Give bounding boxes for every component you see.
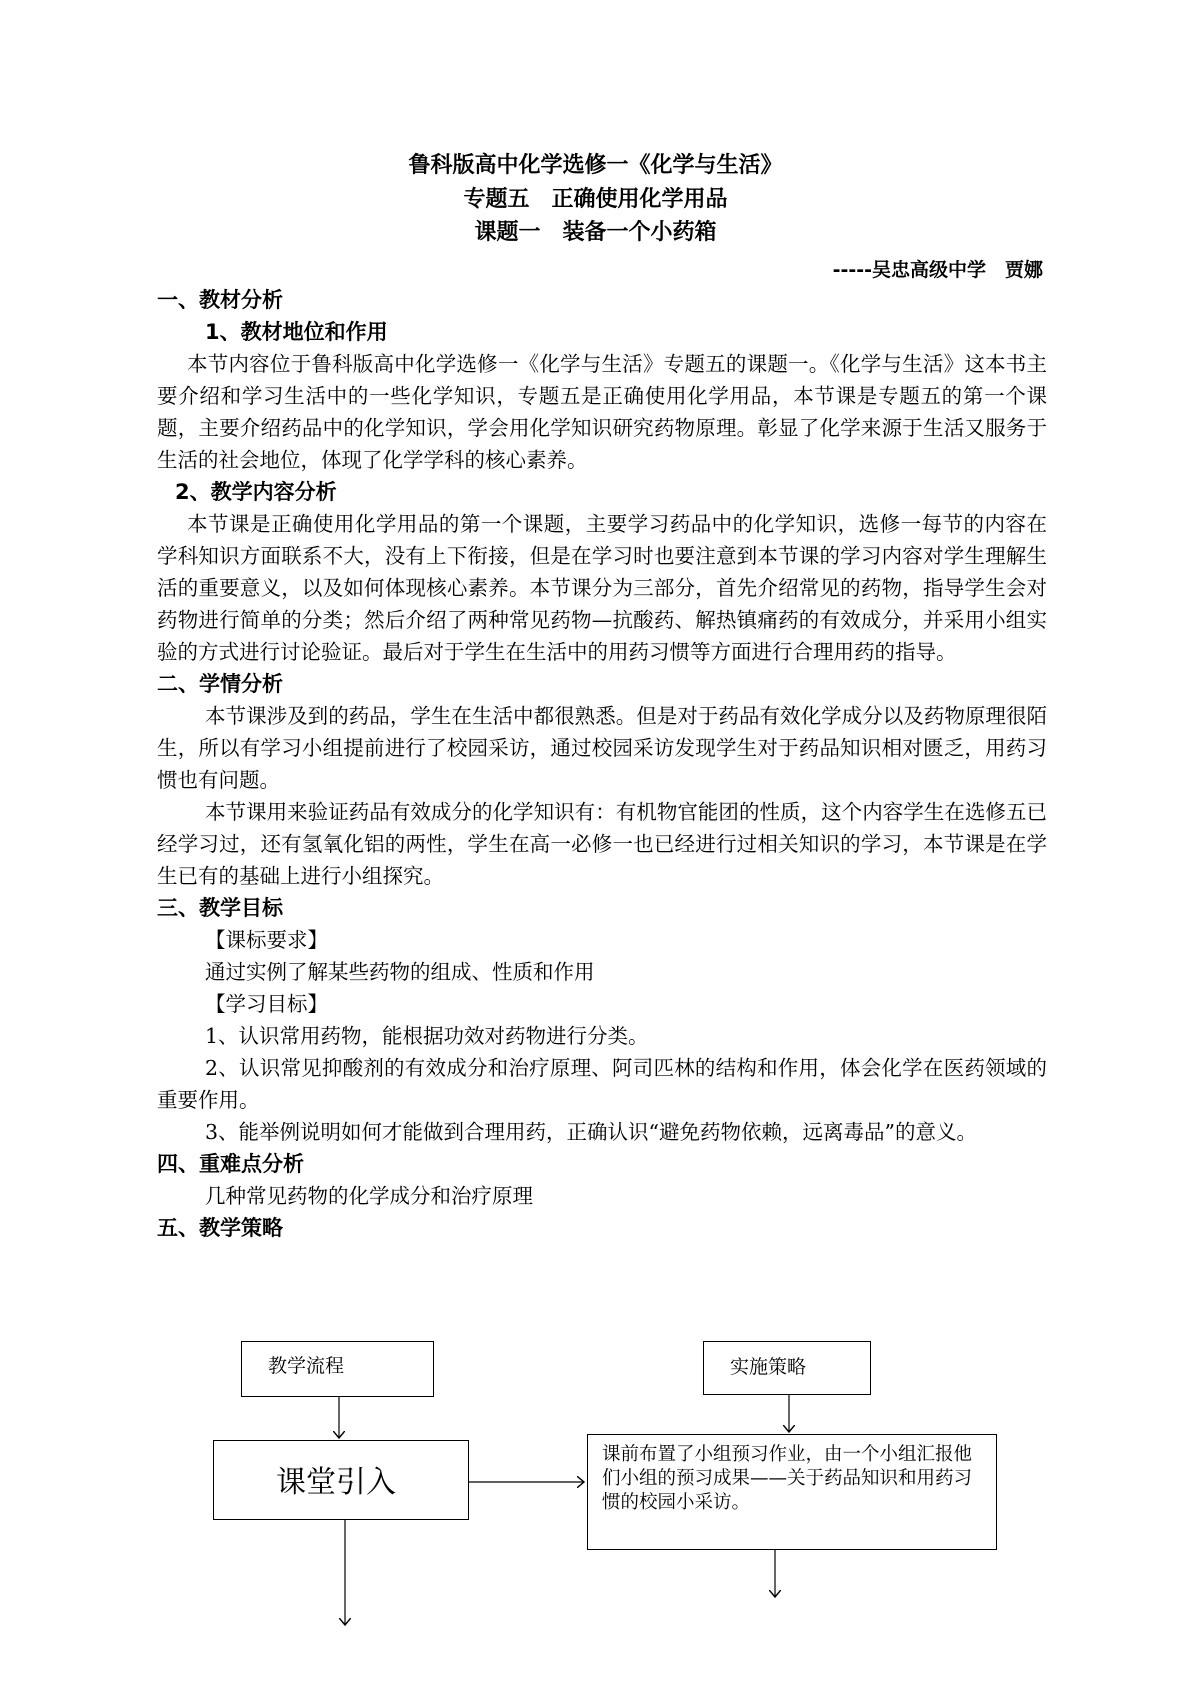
- section-heading-key-points: 四、重难点分析: [157, 1152, 304, 1176]
- text-curriculum-requirement: 通过实例了解某些药物的组成、性质和作用: [205, 960, 595, 984]
- author-line: -----吴忠高级中学 贾娜: [832, 259, 1043, 281]
- learning-goal-2: 2、认识常见抑酸剂的有效成分和治疗原理、阿司匹林的结构和作用，体会化学在医药领域的重要作用。: [157, 1056, 1047, 1112]
- label-curriculum-requirement: 【课标要求】: [205, 928, 328, 952]
- section-heading-textbook-analysis: 一、教材分析: [157, 288, 283, 312]
- document-title: 鲁科版高中化学选修一《化学与生活》: [408, 153, 783, 178]
- paragraph-position-role: 本节内容位于鲁科版高中化学选修一《化学与生活》专题五的课题一。《化学与生活》这本书主要介绍和学习生活中的一些化学知识，专题五是正确使用化学用品，本节课是专题五的第一个课题，主要介绍药品中的化学知识，学会用化学知识研究药物原理。彰显了化学来源于生活又服务于生活的社会地位，体现了化学学科的核心素养。: [157, 352, 1047, 472]
- learning-goal-3: 3、能举例说明如何才能做到合理用药，正确认识“避免药物依赖，远离毒品”的意义。: [205, 1120, 978, 1144]
- topic-title: 专题五 正确使用化学用品: [463, 187, 728, 212]
- section-heading-student-analysis: 二、学情分析: [157, 672, 283, 696]
- text-key-points: 几种常见药物的化学成分和治疗原理: [205, 1184, 533, 1208]
- paragraph-student-analysis-2: 本节课用来验证药品有效成分的化学知识有：有机物官能团的性质，这个内容学生在选修五已经学习过，还有氢氧化铝的两性，学生在高一必修一也已经进行过相关知识的学习，本节课是在学生已有的基础上进行小组探究。: [157, 800, 1047, 888]
- section-heading-teaching-goals: 三、教学目标: [157, 896, 283, 920]
- flow-header-strategy-label: 实施策略: [730, 1356, 807, 1378]
- section-heading-teaching-strategy: 五、教学策略: [157, 1216, 283, 1240]
- paragraph-student-analysis-1: 本节课涉及到的药品，学生在生活中都很熟悉。但是对于药品有效化学成分以及药物原理很陌生，所以有学习小组提前进行了校园采访，通过校园采访发现学生对于药品知识相对匮乏，用药习惯也有问题。: [157, 704, 1047, 792]
- paragraph-content-analysis: 本节课是正确使用化学用品的第一个课题，主要学习药品中的化学知识，选修一每节的内容在学科知识方面联系不大，没有上下衔接，但是在学习时也要注意到本节课的学习内容对学生理解生活的重要意义，以及如何体现核心素养。本节课分为三部分，首先介绍常见的药物，指导学生会对药物进行简单的分类；然后介绍了两种常见药物—抗酸药、解热镇痛药的有效成分，并采用小组实验的方式进行讨论验证。最后对于学生在生活中的用药习惯等方面进行合理用药的指导。: [157, 512, 1047, 664]
- learning-goal-1: 1、认识常用药物，能根据功效对药物进行分类。: [205, 1024, 649, 1048]
- subheading-content-analysis: 2、教学内容分析: [175, 480, 337, 504]
- flow-header-process-label: 教学流程: [268, 1355, 345, 1377]
- lesson-title: 课题一 装备一个小药箱: [474, 220, 717, 245]
- label-learning-goals: 【学习目标】: [205, 992, 328, 1016]
- subheading-position-role: 1、教材地位和作用: [205, 320, 388, 344]
- flow-strategy-intro-text: 课前布置了小组预习作业，由一个小组汇报他们小组的预习成果——关于药品知识和用药习惯的校园小采访。: [602, 1444, 973, 1513]
- flow-step-intro-label: 课堂引入: [276, 1465, 396, 1500]
